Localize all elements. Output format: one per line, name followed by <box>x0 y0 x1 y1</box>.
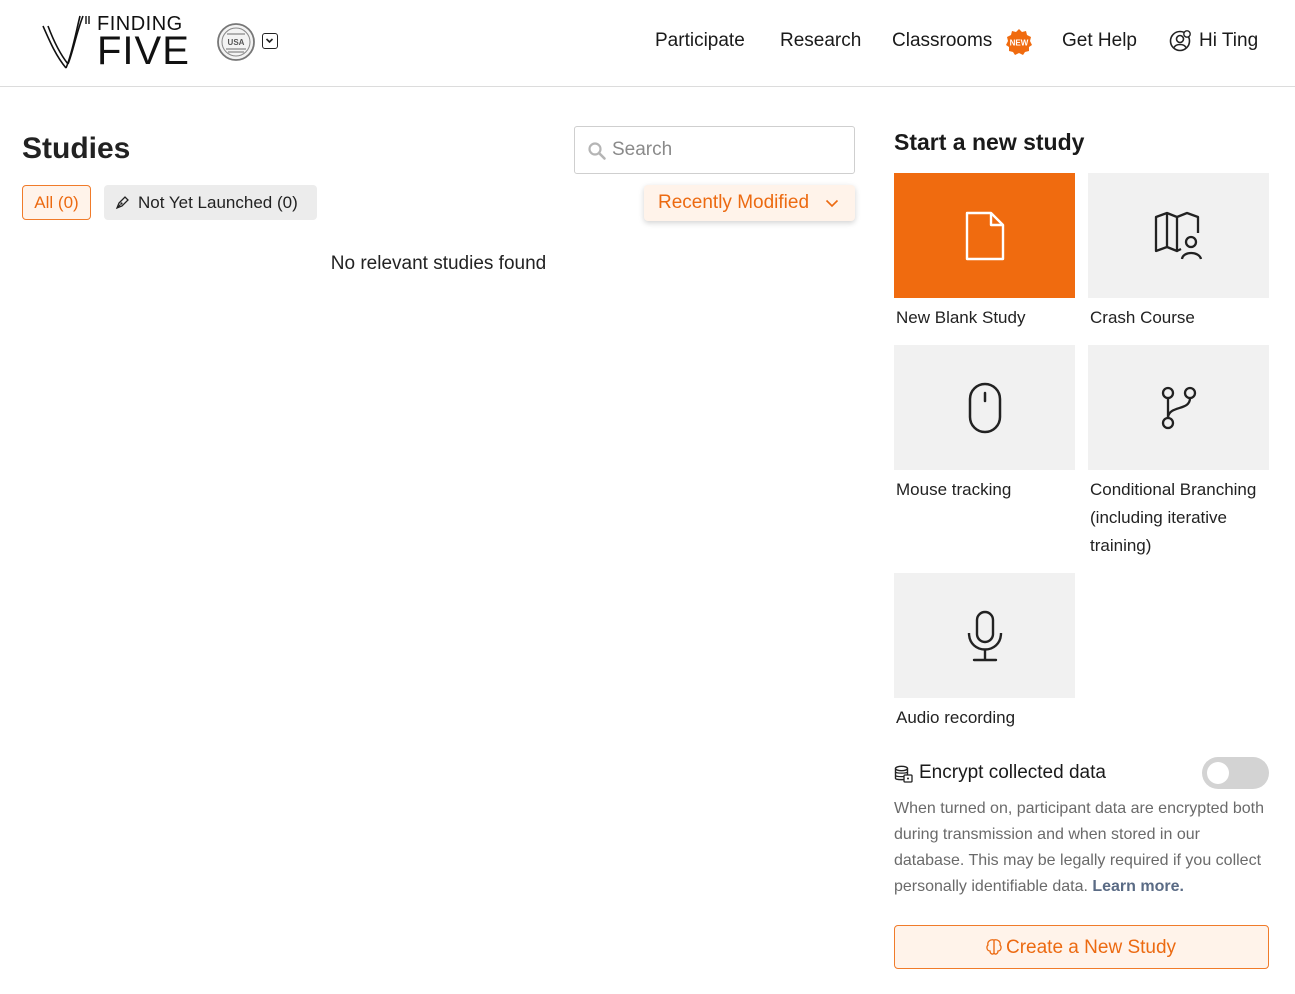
template-label-mouse-tracking: Mouse tracking <box>896 480 1012 499</box>
caret-down-icon <box>825 199 839 208</box>
sort-dropdown[interactable] <box>644 185 855 221</box>
filter-not-yet-launched-button[interactable] <box>104 185 317 220</box>
search-input[interactable] <box>612 127 848 173</box>
country-seal-icon[interactable] <box>216 22 256 62</box>
page-title: Studies <box>22 132 131 165</box>
toggle-knob <box>1207 762 1229 784</box>
sort-label: Recently Modified <box>658 192 810 213</box>
empty-studies-message: No relevant studies found <box>330 253 547 274</box>
template-card-audio-recording[interactable] <box>894 573 1075 698</box>
template-label-crash-course: Crash Course <box>1090 308 1195 327</box>
database-lock-icon <box>894 765 913 783</box>
template-card-crash-course[interactable] <box>1088 173 1269 298</box>
create-new-study-button[interactable] <box>894 925 1269 969</box>
nav-participate[interactable]: Participate <box>655 30 745 51</box>
logo-text-five: FIVE <box>97 29 190 73</box>
template-label-new-blank-study: New Blank Study <box>896 308 1026 327</box>
user-gear-icon[interactable] <box>1169 30 1191 52</box>
country-dropdown-button[interactable] <box>262 33 278 49</box>
top-header <box>0 0 1295 87</box>
filter-not-yet-launched-label: Not Yet Launched (0) <box>138 193 298 212</box>
country-label: USA <box>227 38 245 47</box>
brain-icon <box>985 938 1003 956</box>
nav-research[interactable]: Research <box>780 30 862 51</box>
encrypt-data-description <box>894 796 1270 900</box>
book-user-icon <box>1153 211 1205 261</box>
microphone-icon <box>965 609 1005 663</box>
create-new-study-label: Create a New Study <box>1006 937 1177 958</box>
encrypt-description-text: When turned on, participant data are encrypted both during transmission and when stored in our database. This may be legally required if you collect personally identifiable data. <box>894 800 1265 895</box>
logo-mark-icon <box>40 12 100 72</box>
blank-document-icon <box>963 210 1007 262</box>
new-study-heading: Start a new study <box>894 129 1085 155</box>
chevron-down-icon <box>263 34 276 47</box>
nav-get-help[interactable]: Get Help <box>1062 30 1137 51</box>
nav-user-menu[interactable]: Hi Ting <box>1199 30 1259 51</box>
branch-icon <box>1158 385 1200 431</box>
new-badge <box>1005 28 1033 56</box>
learn-more-link[interactable]: Learn more. <box>1092 878 1184 895</box>
template-label-audio-recording: Audio recording <box>896 708 1016 727</box>
template-card-mouse-tracking[interactable] <box>894 345 1075 470</box>
encrypt-data-toggle[interactable] <box>1202 757 1269 789</box>
search-box[interactable] <box>574 126 855 174</box>
template-label-conditional-branching: Conditional Branching (including iterative training) <box>1090 480 1257 555</box>
search-icon <box>587 141 607 161</box>
findingfive-logo[interactable] <box>40 12 190 72</box>
mouse-icon <box>967 382 1003 434</box>
encrypt-data-label: Encrypt collected data <box>919 762 1106 783</box>
pen-icon <box>115 194 131 210</box>
template-card-new-blank-study[interactable] <box>894 173 1075 298</box>
svg-text:NEW: NEW <box>1009 38 1029 48</box>
template-card-conditional-branching[interactable] <box>1088 345 1269 470</box>
nav-classrooms[interactable]: Classrooms <box>892 30 993 51</box>
logo-text-finding: FINDING <box>97 13 183 35</box>
filter-all-button[interactable]: All (0) <box>22 185 91 220</box>
